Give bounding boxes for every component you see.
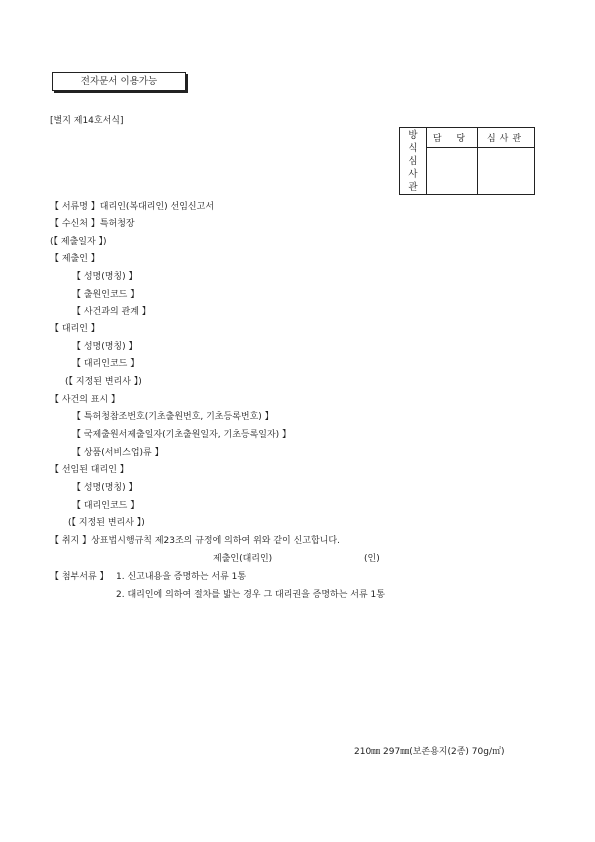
form-number: [별지 제14호서식] <box>50 116 124 126</box>
case-display-heading: 【 사건의 표시 】 <box>50 395 121 405</box>
case-goods-line: 【 상품(서비스업)류 】 <box>72 448 164 458</box>
applicant-name-line: 【 성명(명칭) 】 <box>72 272 138 282</box>
seal-label: (인) <box>364 554 380 564</box>
signer-label: 제출인(대리인) <box>213 554 273 564</box>
review-box-col-staff: 담 당 <box>427 128 478 148</box>
attachment-item-2: 2. 대리인에 의하여 절차를 밟는 경우 그 대리권을 증명하는 서류 1통 <box>116 590 385 600</box>
recipient-line: 【 수신처 】특허청장 <box>50 219 135 229</box>
review-box-staff-cell <box>427 148 478 195</box>
case-intl-date-line: 【 국제출원서제출일자(기초출원일자, 기초등록일자) 】 <box>72 430 292 440</box>
applicant-heading: 【 제출인 】 <box>50 254 100 264</box>
review-box-examiner-cell <box>478 148 535 195</box>
agent-heading: 【 대리인 】 <box>50 324 100 334</box>
appointed-name-line: 【 성명(명칭) 】 <box>72 483 138 493</box>
attachments-heading: 【 첨부서류 】 <box>50 572 109 582</box>
attachment-item-1: 1. 신고내용을 증명하는 서류 1통 <box>116 572 247 582</box>
appointed-agent-heading: 【 선임된 대리인 】 <box>50 465 129 475</box>
agent-patent-attorney-line: (【 지정된 변리사 】) <box>65 377 142 387</box>
appointed-code-line: 【 대리인코드 】 <box>72 501 140 511</box>
submit-date-line: (【 제출일자 】) <box>50 237 107 247</box>
electronic-document-badge: 전자문서 이용가능 <box>52 72 186 91</box>
agent-name-line: 【 성명(명칭) 】 <box>72 342 138 352</box>
review-box-col-examiner: 심사관 <box>478 128 535 148</box>
agent-code-line: 【 대리인코드 】 <box>72 359 140 369</box>
doc-name-line: 【 서류명 】대리인(복대리인) 선임신고서 <box>50 202 215 212</box>
case-ref-no-line: 【 특허청참조번호(기초출원번호, 기초등록번호) 】 <box>72 412 274 422</box>
appointed-patent-attorney-line: (【 지정된 변리사 】) <box>68 518 145 528</box>
review-box-side-label: 방 식 심 사 관 <box>400 128 427 195</box>
paper-spec-footer: 210㎜ 297㎜(보존용지(2종) 70g/㎡) <box>354 747 505 757</box>
review-box <box>399 127 535 195</box>
applicant-code-line: 【 출원인코드 】 <box>72 290 140 300</box>
applicant-relation-line: 【 사건과의 관계 】 <box>72 307 151 317</box>
purpose-line: 【 취지 】상표법시행규칙 제23조의 규정에 의하여 위와 같이 신고합니다. <box>50 536 340 546</box>
